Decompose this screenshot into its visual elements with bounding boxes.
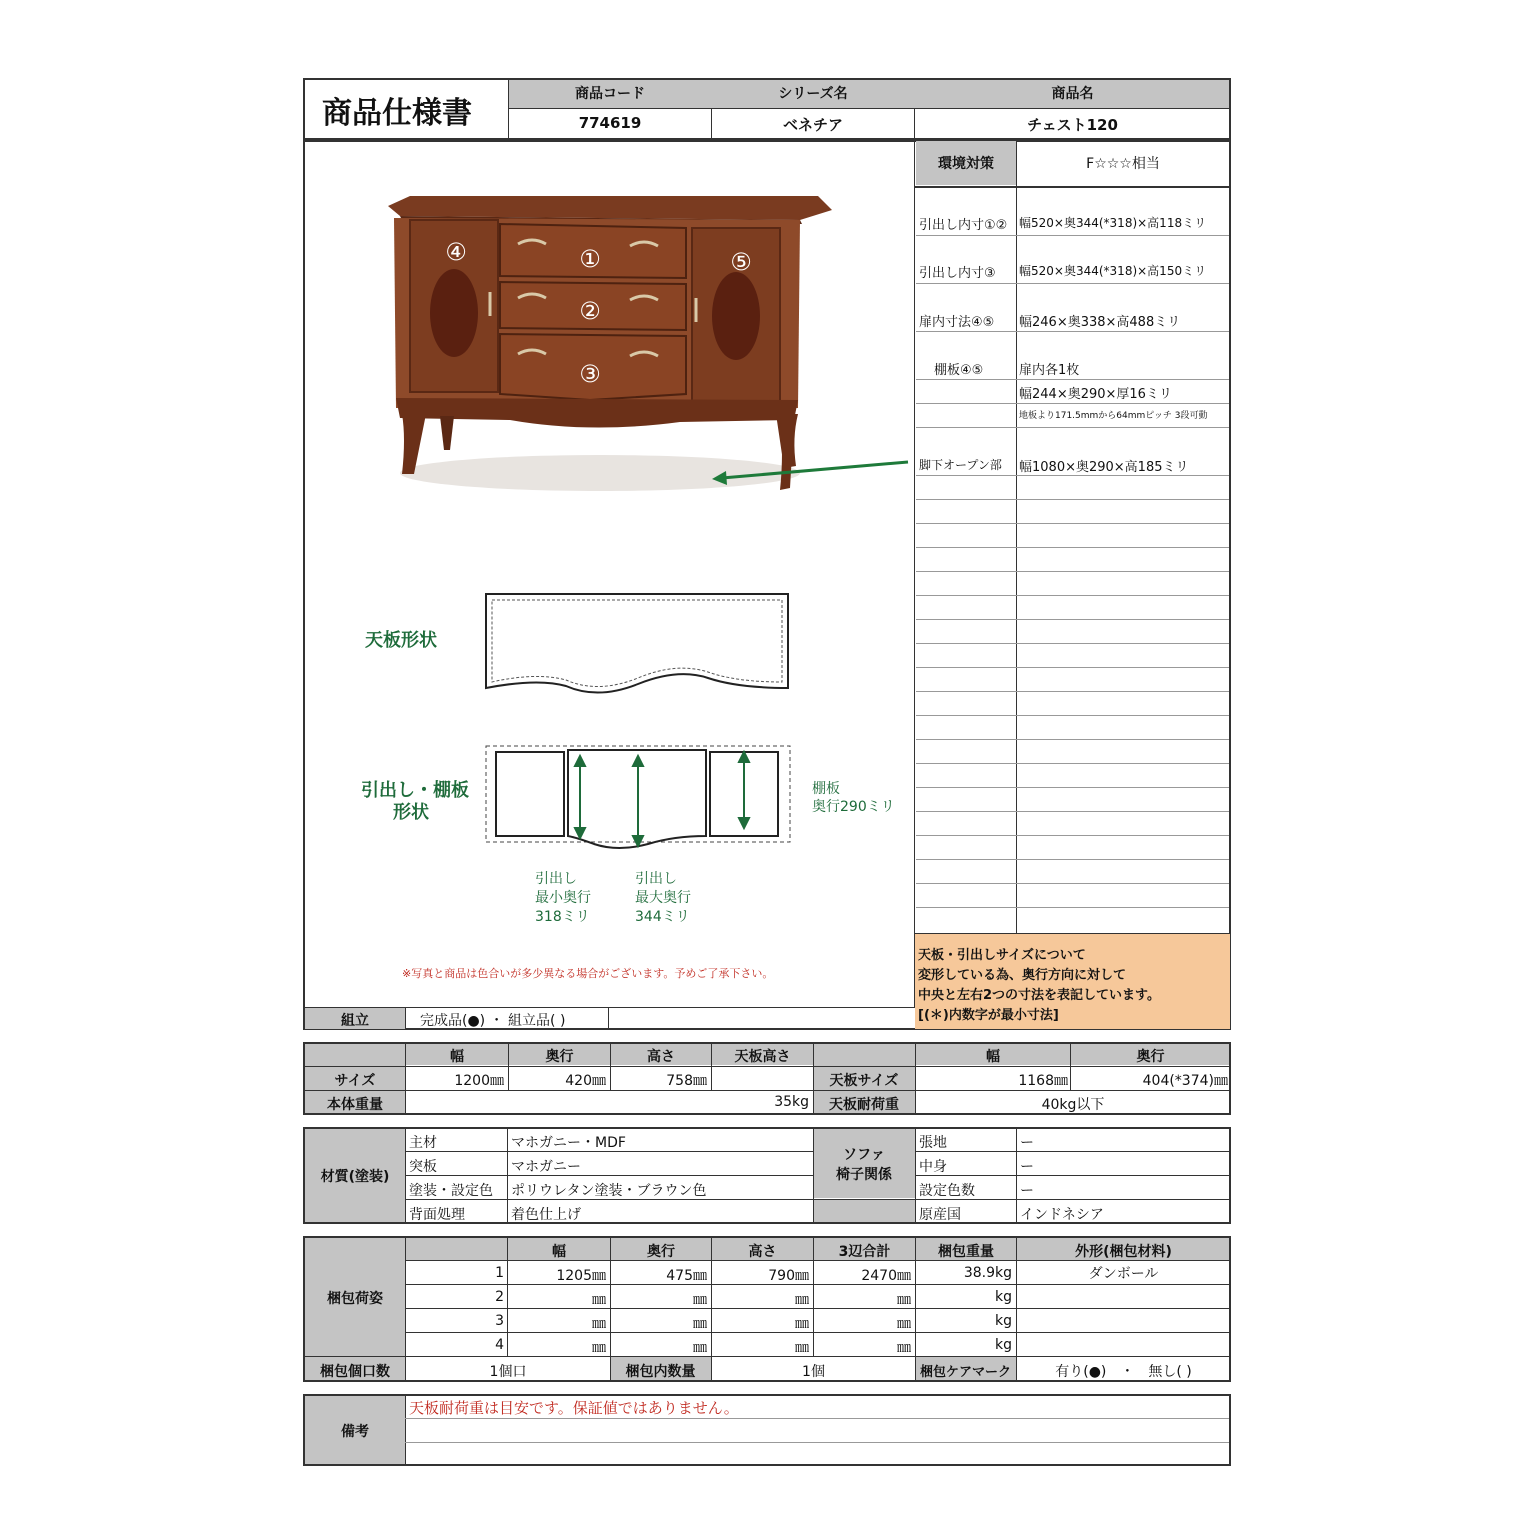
product-name: チェスト120 (1027, 116, 1118, 134)
top-header-width: 幅 (986, 1049, 1000, 1065)
pack-cell-d: 475㎜ (666, 1268, 707, 1284)
material-val-3: ポリウレタン塗装・ブラウン色 (511, 1183, 707, 1199)
origin-value: インドネシア (1020, 1207, 1104, 1223)
material-key-1: 主材 (409, 1135, 437, 1151)
sofa-label-2: 椅子関係 (836, 1167, 892, 1183)
sofa-val-1: ー (1020, 1135, 1034, 1151)
sofa-val-3: ー (1020, 1183, 1034, 1199)
product-code: 774619 (578, 114, 642, 132)
size-note-line-2: 変形している為、奥行方向に対して (918, 968, 1127, 983)
pack-cell-h: ㎜ (795, 1292, 809, 1308)
pack-cell-n: 3 (495, 1313, 504, 1329)
weight-value: 35kg (774, 1094, 809, 1110)
number-2: ② (579, 297, 601, 325)
min-depth-label-3: 318ミリ (535, 909, 590, 925)
material-label: 材質(塗装) (320, 1169, 390, 1185)
color-disclaimer: ※写真と商品は色合いが多少異なる場合がございます。予めご了承下さい。 (402, 967, 774, 980)
pack-cell-kg: 38.9kg (963, 1265, 1012, 1281)
sofa-label-1: ソファ (843, 1147, 885, 1163)
material-key-2: 突板 (409, 1159, 437, 1175)
sofa-key-3: 設定色数 (919, 1183, 975, 1199)
spec-value-5: 幅244×奥290×厚16ミリ (1019, 387, 1172, 402)
env-label: 環境対策 (938, 156, 994, 172)
drawer-shape-diagram (478, 740, 798, 860)
top-shape-label: 天板形状 (365, 630, 437, 651)
package-count: 1個口 (489, 1364, 527, 1380)
size-height: 758㎜ (666, 1073, 707, 1089)
pack-cell-d: ㎜ (693, 1340, 707, 1356)
pack-header-height: 高さ (748, 1244, 777, 1260)
size-note-line-4: [(＊)内数字が最小寸法] (918, 1008, 1059, 1023)
size-label: サイズ (334, 1073, 376, 1089)
assembly-value: 完成品(●) ・ 組立品( ) (420, 1013, 566, 1029)
remarks-text: 天板耐荷重は目安です。保証値ではありません。 (409, 1399, 739, 1417)
spec-value-3: 幅246×奥338×高488ミリ (1019, 315, 1181, 330)
top-size-width: 1168㎜ (1018, 1073, 1068, 1089)
max-depth-label-2: 最大奥行 (635, 890, 691, 906)
sofa-val-2: ー (1020, 1159, 1034, 1175)
pack-cell-n: 2 (495, 1289, 504, 1305)
material-val-4: 着色仕上げ (511, 1207, 581, 1223)
size-header-top-height: 天板高さ (734, 1049, 791, 1065)
care-mark-label: 梱包ケアマーク (919, 1365, 1011, 1380)
top-load-label: 天板耐荷重 (829, 1097, 899, 1113)
pack-cell-sum: ㎜ (897, 1340, 911, 1356)
pack-header-depth: 奥行 (647, 1244, 675, 1260)
spec-value-2: 幅520×奥344(*318)×高150ミリ (1019, 264, 1207, 278)
top-size-depth: 404(*374)㎜ (1142, 1073, 1228, 1089)
pack-cell-n: 4 (495, 1337, 504, 1353)
leg-opening-arrow (708, 456, 918, 486)
material-val-2: マホガニー (511, 1159, 581, 1175)
material-key-4: 背面処理 (409, 1207, 465, 1223)
spec-value-4: 扉内各1枚 (1019, 363, 1080, 378)
number-3: ③ (579, 360, 601, 388)
size-width: 1200㎜ (454, 1073, 504, 1089)
pack-cell-kg: kg (995, 1337, 1012, 1353)
spec-value-1: 幅520×奥344(*318)×高118ミリ (1019, 216, 1207, 230)
pack-cell-h: ㎜ (795, 1340, 809, 1356)
spec-label-4: 棚板④⑤ (934, 363, 984, 378)
inner-quantity: 1個 (802, 1364, 825, 1380)
drawer-shape-label-2: 形状 (393, 802, 429, 823)
series-name: ベネチア (782, 116, 843, 134)
min-depth-label-2: 最小奥行 (535, 890, 591, 906)
care-mark-value: 有り(●) ・ 無し( ) (1055, 1364, 1192, 1380)
pack-cell-d: ㎜ (693, 1316, 707, 1332)
size-header-depth: 奥行 (545, 1049, 574, 1065)
material-val-1: マホガニー・MDF (511, 1135, 626, 1151)
shelf-label-1: 棚板 (812, 781, 840, 797)
pack-cell-d: ㎜ (693, 1292, 707, 1308)
spec-label-1: 引出し内寸①② (919, 218, 1008, 233)
pack-header-material: 外形(梱包材料) (1075, 1244, 1172, 1260)
size-depth: 420㎜ (565, 1073, 606, 1089)
top-size-label: 天板サイズ (829, 1073, 899, 1089)
pack-cell-kg: kg (995, 1313, 1012, 1329)
spec-label-3: 扉内寸法④⑤ (919, 315, 995, 330)
pack-header-sum: 3辺合計 (838, 1244, 891, 1260)
pack-cell-sum: 2470㎜ (861, 1268, 911, 1284)
series-label: シリーズ名 (778, 86, 848, 102)
package-count-label: 梱包個口数 (320, 1364, 390, 1380)
drawer-shape-label-1: 引出し・棚板 (361, 780, 469, 801)
spec-value-7: 幅1080×奥290×高185ミリ (1019, 460, 1189, 475)
page-title: 商品仕様書 (322, 96, 472, 131)
spec-label-7: 脚下オープン部 (919, 458, 1002, 472)
spec-label-2: 引出し内寸③ (919, 266, 996, 281)
origin-label: 原産国 (919, 1207, 961, 1223)
env-value: F☆☆☆相当 (1086, 156, 1160, 172)
max-depth-label-3: 344ミリ (635, 909, 690, 925)
max-depth-label-1: 引出し (635, 871, 677, 887)
size-header-height: 高さ (647, 1049, 675, 1065)
remarks-label: 備考 (341, 1424, 369, 1440)
pack-cell-sum: ㎜ (897, 1316, 911, 1332)
number-1: ① (579, 245, 601, 273)
top-shape-diagram (478, 588, 798, 708)
shelf-label-2: 奥行290ミリ (812, 799, 895, 815)
pack-cell-w: ㎜ (592, 1340, 606, 1356)
min-depth-label-1: 引出し (535, 871, 577, 887)
material-key-3: 塗装・設定色 (409, 1183, 493, 1199)
sofa-key-1: 張地 (919, 1135, 947, 1151)
pack-cell-sum: ㎜ (897, 1292, 911, 1308)
code-label: 商品コード (575, 86, 645, 102)
pack-header-width: 幅 (552, 1244, 566, 1260)
spec-value-6: 地板より171.5mmから64mmピッチ 3段可動 (1019, 411, 1208, 421)
size-note-line-1: 天板・引出しサイズについて (918, 948, 1086, 963)
pack-cell-material: ダンボール (1088, 1266, 1159, 1282)
sofa-key-2: 中身 (919, 1159, 947, 1175)
pack-cell-w: ㎜ (592, 1292, 606, 1308)
pack-header-weight: 梱包重量 (938, 1244, 994, 1260)
pack-cell-w: ㎜ (592, 1316, 606, 1332)
pack-cell-h: 790㎜ (768, 1268, 809, 1284)
packing-label: 梱包荷姿 (327, 1291, 383, 1307)
number-5: ⑤ (730, 248, 752, 276)
top-load-value: 40kg以下 (1041, 1097, 1105, 1113)
assembly-label: 組立 (341, 1013, 369, 1029)
size-note-line-3: 中央と左右2つの寸法を表記しています。 (918, 988, 1161, 1003)
name-label: 商品名 (1051, 86, 1094, 102)
pack-cell-kg: kg (995, 1289, 1012, 1305)
number-4: ④ (445, 238, 467, 266)
pack-cell-n: 1 (495, 1265, 504, 1281)
weight-label: 本体重量 (327, 1097, 383, 1113)
pack-cell-w: 1205㎜ (556, 1268, 606, 1284)
size-header-width: 幅 (450, 1049, 464, 1065)
pack-cell-h: ㎜ (795, 1316, 809, 1332)
inner-quantity-label: 梱包内数量 (625, 1364, 696, 1380)
top-header-depth: 奥行 (1136, 1049, 1165, 1065)
